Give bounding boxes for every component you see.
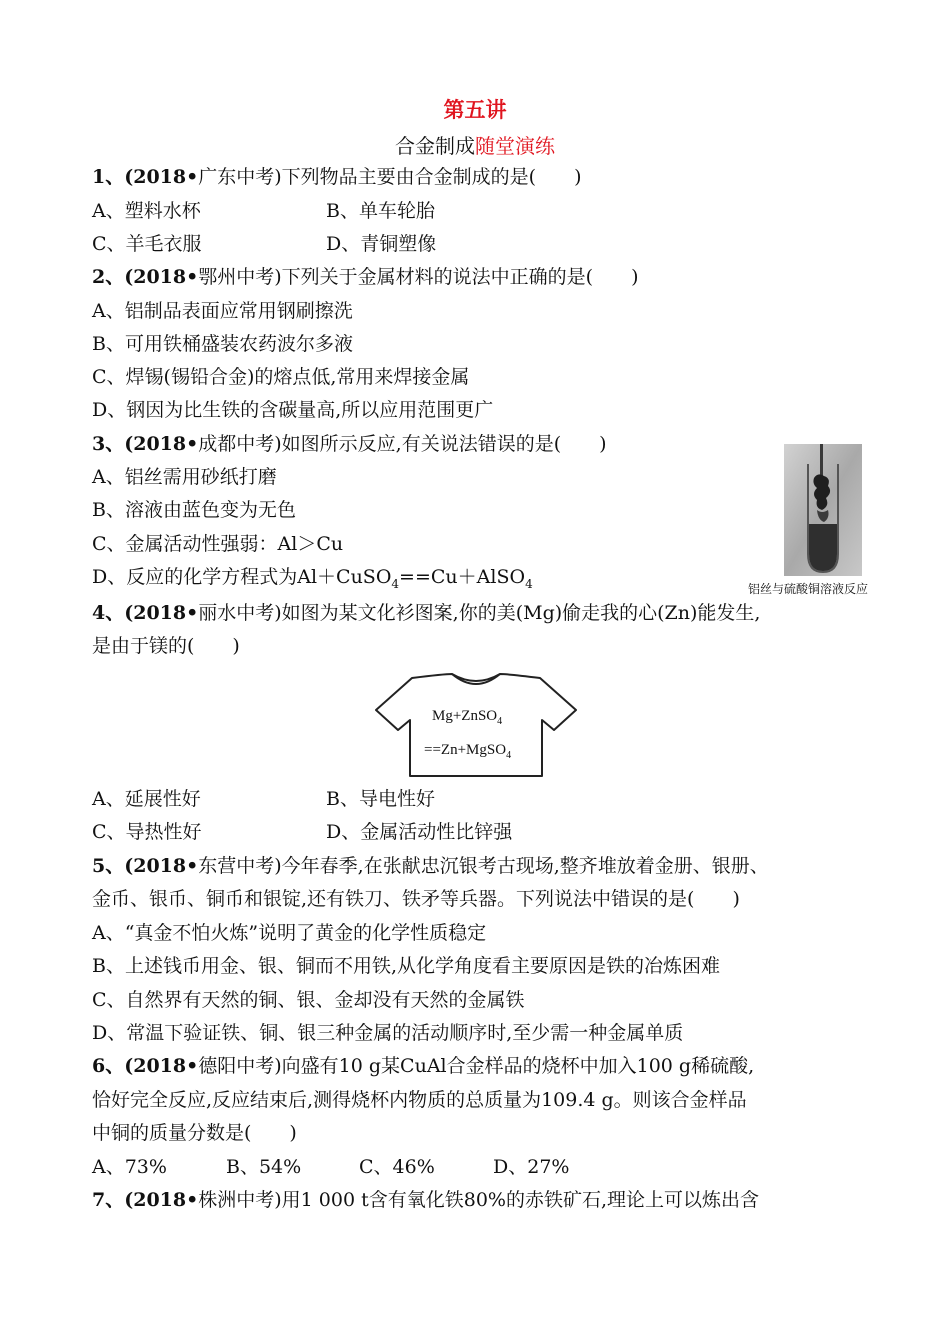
q4-option-d: D、金属活动性比锌强 — [326, 821, 513, 843]
q3-option-d: D、反应的化学方程式为Al＋CuSO$_4$==Cu＋AlSO$_4$ — [92, 566, 533, 591]
question-4-stem: 4、(2018•丽水中考)如图为某文化衫图案,你的美(Mg)偷走我的心(Zn)能发生, — [92, 602, 761, 624]
q5-option-a: A、“真金不怕火炼”说明了黄金的化学性质稳定 — [92, 922, 487, 944]
t-shirt-figure — [374, 672, 578, 780]
q3-option-b: B、溶液由蓝色变为无色 — [92, 499, 296, 521]
q2-option-d: D、钢因为比生铁的含碳量高,所以应用范围更广 — [92, 399, 494, 421]
subtitle-black: 合金制成 — [395, 134, 475, 158]
q1-option-b: B、单车轮胎 — [326, 200, 435, 222]
q5-option-d: D、常温下验证铁、铜、银三种金属的活动顺序时,至少需一种金属单质 — [92, 1022, 684, 1044]
q6-option-a: A、73% — [92, 1156, 167, 1178]
figure-caption: 铝丝与硫酸铜溶液反应 — [748, 582, 869, 596]
q3-option-c: C、金属活动性强弱：Al＞Cu — [92, 533, 344, 555]
question-3-stem: 3、(2018•成都中考)如图所示反应,有关说法错误的是( ) — [92, 433, 607, 455]
q1-option-d: D、青铜塑像 — [326, 233, 437, 255]
question-6-stem-cont2: 中铜的质量分数是( ) — [92, 1122, 297, 1144]
question-7-stem: 7、(2018•株洲中考)用1 000 t含有氧化铁80%的赤铁矿石,理论上可以炼出含 — [92, 1189, 760, 1211]
page-title: 第五讲 — [443, 97, 507, 122]
question-4-stem-cont: 是由于镁的( ) — [92, 635, 240, 657]
q1-option-a: A、塑料水杯 — [92, 200, 201, 222]
q2-option-a: A、铝制品表面应常用钢刷擦洗 — [92, 300, 353, 322]
q2-option-c: C、焊锡(锡铅合金)的熔点低,常用来焊接金属 — [92, 366, 470, 388]
shirt-equation-line2: ==Zn+MgSO$_4$ — [424, 742, 512, 761]
q4-option-c: C、导热性好 — [92, 821, 202, 843]
q3-option-a: A、铝丝需用砂纸打磨 — [92, 466, 277, 488]
q6-option-d: D、27% — [493, 1156, 570, 1178]
q6-option-b: B、54% — [226, 1156, 302, 1178]
q5-option-b: B、上述钱币用金、银、铜而不用铁,从化学角度看主要原因是铁的冶炼困难 — [92, 955, 721, 977]
question-1-stem: 1、(2018•广东中考)下列物品主要由合金制成的是( ) — [92, 166, 582, 188]
question-2-stem: 2、(2018•鄂州中考)下列关于金属材料的说法中正确的是( ) — [92, 266, 639, 288]
question-5-stem-cont: 金币、银币、铜币和银锭,还有铁刀、铁矛等兵器。下列说法中错误的是( ) — [92, 888, 740, 910]
question-6-stem-cont1: 恰好完全反应,反应结束后,测得烧杯内物质的总质量为109.4 g。则该合金样品 — [92, 1089, 747, 1111]
subtitle-red: 随堂演练 — [475, 134, 555, 158]
question-5-stem: 5、(2018•东营中考)今年春季,在张献忠沉银考古现场,整齐堆放着金册、银册、 — [92, 855, 769, 877]
q5-option-c: C、自然界有天然的铜、银、金却没有天然的金属铁 — [92, 989, 525, 1011]
test-tube-drawing — [784, 444, 862, 576]
q4-option-a: A、延展性好 — [92, 788, 201, 810]
q2-option-b: B、可用铁桶盛装农药波尔多液 — [92, 333, 353, 355]
question-6-stem: 6、(2018•德阳中考)向盛有10 g某CuAl合金样品的烧杯中加入100 g稀硫酸, — [92, 1055, 755, 1077]
q1-option-c: C、羊毛衣服 — [92, 233, 202, 255]
shirt-equation-line1: Mg+ZnSO$_4$ — [432, 708, 503, 727]
q4-option-b: B、导电性好 — [326, 788, 435, 810]
test-tube-photo — [784, 444, 862, 576]
page-subtitle — [0, 130, 950, 159]
q6-option-c: C、46% — [359, 1156, 435, 1178]
